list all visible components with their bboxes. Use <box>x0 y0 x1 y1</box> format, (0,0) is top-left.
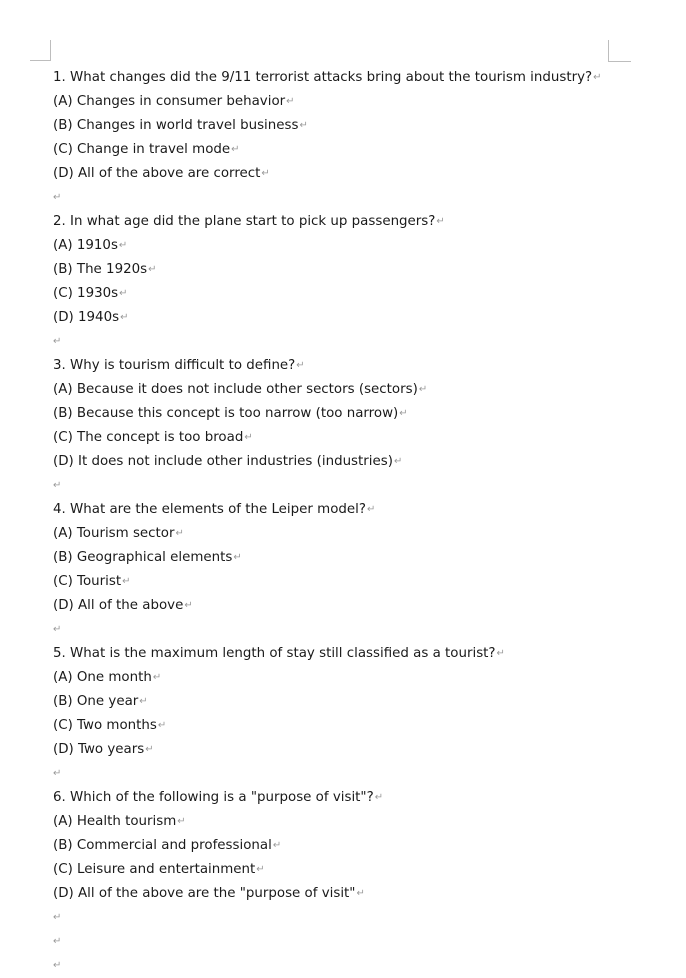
paragraph-mark-icon: ↵ <box>53 912 62 923</box>
empty-paragraph <box>53 954 663 978</box>
empty-paragraph <box>53 474 663 498</box>
paragraph-mark-icon: ↵ <box>496 648 505 659</box>
answer-option: (A) Tourism sector↵ <box>53 526 184 541</box>
answer-option: (D) All of the above are the "purpose of visit"↵ <box>53 886 365 901</box>
paragraph-mark-icon: ↵ <box>244 432 253 443</box>
answer-option: (D) Two years↵ <box>53 742 154 757</box>
answer-option: (A) Health tourism↵ <box>53 814 186 829</box>
paragraph-mark-icon: ↵ <box>286 96 295 107</box>
paragraph-mark-icon: ↵ <box>272 840 282 851</box>
answer-option: (D) It does not include other industries (industries)↵ <box>53 454 403 469</box>
answer-option: (B) Because this concept is too narrow (too narrow)↵ <box>53 406 408 421</box>
paragraph-mark-icon: ↵ <box>145 744 154 755</box>
paragraph-mark-icon: ↵ <box>393 456 403 467</box>
paragraph-mark-icon: ↵ <box>299 120 308 131</box>
paragraph-mark-icon: ↵ <box>53 336 62 347</box>
answer-option: (C) Tourist↵ <box>53 574 131 589</box>
answer-option: (C) The concept is too broad↵ <box>53 430 253 445</box>
answer-option: (A) 1910s↵ <box>53 238 128 253</box>
document-body[interactable] <box>53 66 663 978</box>
empty-paragraph <box>53 618 663 642</box>
paragraph-mark-icon: ↵ <box>356 888 365 899</box>
paragraph-mark-icon: ↵ <box>148 264 157 275</box>
paragraph-mark-icon: ↵ <box>53 192 62 203</box>
answer-option: (A) Because it does not include other sectors (sectors)↵ <box>53 382 428 397</box>
empty-paragraph <box>53 762 663 786</box>
paragraph-mark-icon: ↵ <box>374 792 384 803</box>
paragraph-mark-icon: ↵ <box>53 768 62 779</box>
question-text: 6. Which of the following is a "purpose of visit"?↵ <box>53 790 384 805</box>
paragraph-mark-icon: ↵ <box>366 504 376 515</box>
top-left-corner-mark <box>30 40 51 61</box>
answer-option: (D) 1940s↵ <box>53 310 129 325</box>
paragraph-mark-icon: ↵ <box>122 576 131 587</box>
answer-option: (B) One year↵ <box>53 694 148 709</box>
question-text: 2. In what age did the plane start to pick up passengers?↵ <box>53 214 445 229</box>
empty-paragraph <box>53 906 663 930</box>
paragraph-mark-icon: ↵ <box>120 312 129 323</box>
paragraph-mark-icon: ↵ <box>177 816 186 827</box>
paragraph-mark-icon: ↵ <box>418 384 428 395</box>
answer-option: (B) Commercial and professional↵ <box>53 838 282 853</box>
paragraph-mark-icon: ↵ <box>53 624 62 635</box>
paragraph-mark-icon: ↵ <box>231 144 240 155</box>
paragraph-mark-icon: ↵ <box>184 600 193 611</box>
paragraph-mark-icon: ↵ <box>436 216 445 227</box>
question-text: 1. What changes did the 9/11 terrorist attacks bring about the tourism industry?↵ <box>53 70 602 85</box>
paragraph-mark-icon: ↵ <box>157 720 167 731</box>
paragraph-mark-icon: ↵ <box>53 960 62 971</box>
answer-option: (B) Changes in world travel business↵ <box>53 118 308 133</box>
empty-paragraph <box>53 330 663 354</box>
answer-option: (C) Two months↵ <box>53 718 167 733</box>
question-text: 5. What is the maximum length of stay still classified as a tourist?↵ <box>53 646 505 661</box>
paragraph-mark-icon: ↵ <box>53 936 62 947</box>
paragraph-mark-icon: ↵ <box>53 480 62 491</box>
paragraph-mark-icon: ↵ <box>256 864 265 875</box>
paragraph-mark-icon: ↵ <box>593 72 602 83</box>
question-text: 4. What are the elements of the Leiper model?↵ <box>53 502 376 517</box>
paragraph-mark-icon: ↵ <box>399 408 408 419</box>
paragraph-mark-icon: ↵ <box>296 360 305 371</box>
paragraph-mark-icon: ↵ <box>139 696 148 707</box>
paragraph-mark-icon: ↵ <box>118 240 128 251</box>
question-text: 3. Why is tourism difficult to define?↵ <box>53 358 305 373</box>
answer-option: (D) All of the above↵ <box>53 598 193 613</box>
empty-paragraph <box>53 186 663 210</box>
paragraph-mark-icon: ↵ <box>152 672 162 683</box>
answer-option: (D) All of the above are correct↵ <box>53 166 270 181</box>
answer-option: (A) One month↵ <box>53 670 162 685</box>
answer-option: (C) Leisure and entertainment↵ <box>53 862 265 877</box>
answer-option: (A) Changes in consumer behavior↵ <box>53 94 295 109</box>
paragraph-mark-icon: ↵ <box>261 168 270 179</box>
paragraph-mark-icon: ↵ <box>119 288 128 299</box>
answer-option: (B) Geographical elements↵ <box>53 550 242 565</box>
answer-option: (B) The 1920s↵ <box>53 262 157 277</box>
answer-option: (C) Change in travel mode↵ <box>53 142 240 157</box>
empty-paragraph <box>53 930 663 954</box>
top-right-corner-mark <box>608 40 631 62</box>
answer-option: (C) 1930s↵ <box>53 286 128 301</box>
paragraph-mark-icon: ↵ <box>233 552 242 563</box>
paragraph-mark-icon: ↵ <box>175 528 184 539</box>
